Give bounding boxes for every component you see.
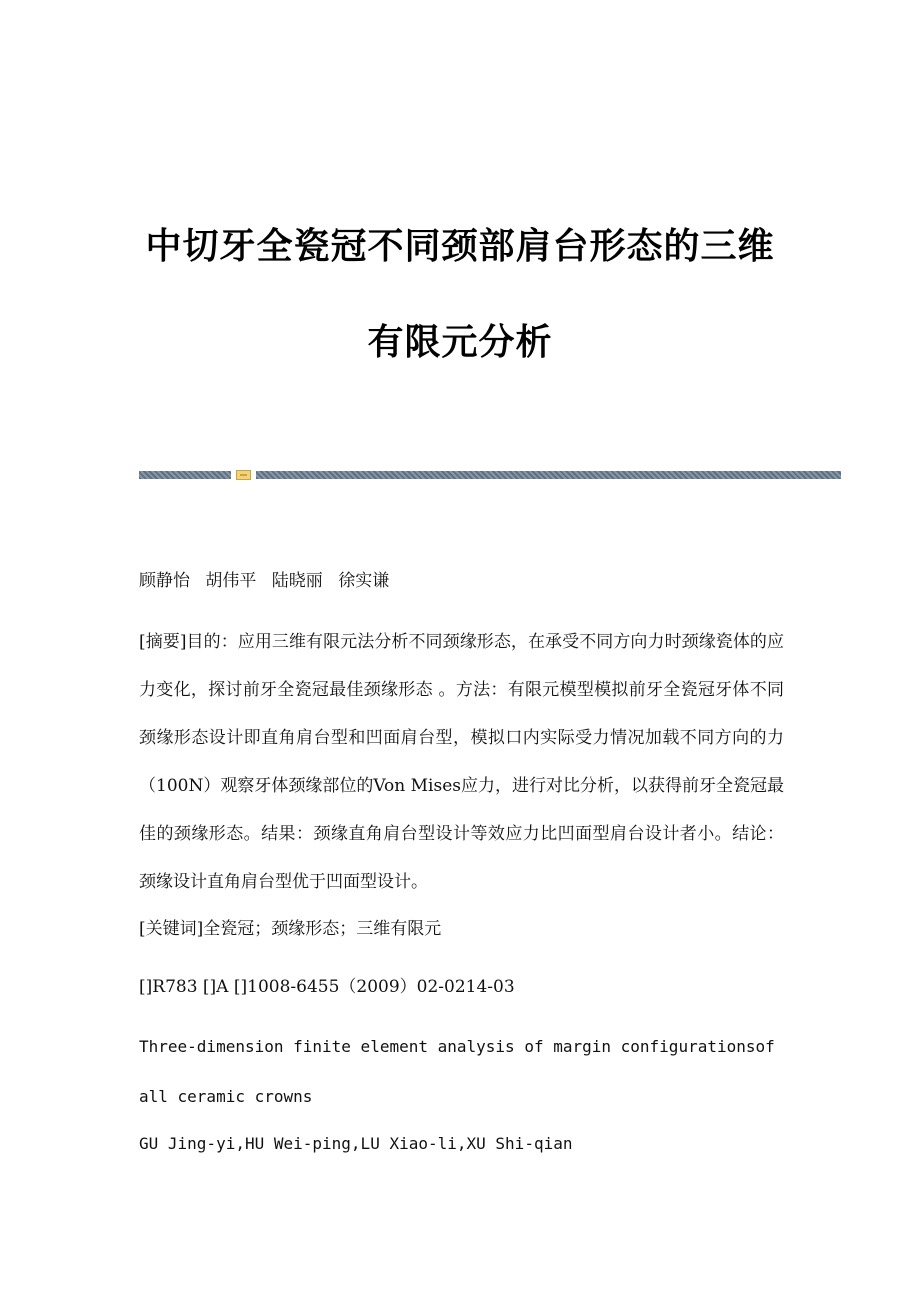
divider-bar-left [139,471,231,479]
abstract-text: [摘要]目的：应用三维有限元法分析不同颈缘形态，在承受不同方向力时颈缘瓷体的应力变化，探讨前牙全瓷冠最佳颈缘形态 。方法：有限元模型模拟前牙全瓷冠牙体不同颈缘形态设计即直角肩台型和凹面肩台型，模拟口内实际受力情况加载不同方向的力（100N）观察牙体颈缘部位的Von Mises应力，进行对比分析，以获得前牙全瓷冠最佳的颈缘形态。结果：颈缘直角肩台型设计等效应力比凹面型肩台设计者小。结论：颈缘设计直角肩台型优于凹面型设计。 [139,632,784,892]
classification-line: []R783 []A []1008-6455（2009）02-0214-03 [139,977,515,997]
paper-title-line-1: 中切牙全瓷冠不同颈部肩台形态的三维 [145,226,775,267]
divider-ornament-icon [236,470,251,480]
title-divider [139,470,841,480]
keywords-line: [关键词]全瓷冠；颈缘形态；三维有限元 [139,919,442,939]
english-title: Three-dimension finite element analysis of margin configurationsof all ceramic crowns [139,1037,775,1106]
divider-bar-right [256,471,841,479]
english-author-list: GU Jing-yi,HU Wei-ping,LU Xiao-li,XU Shi-qian [139,1134,573,1153]
author-list: 顾静怡 胡伟平 陆晓丽 徐实谦 [139,571,390,591]
paper-title-line-2: 有限元分析 [367,322,553,363]
